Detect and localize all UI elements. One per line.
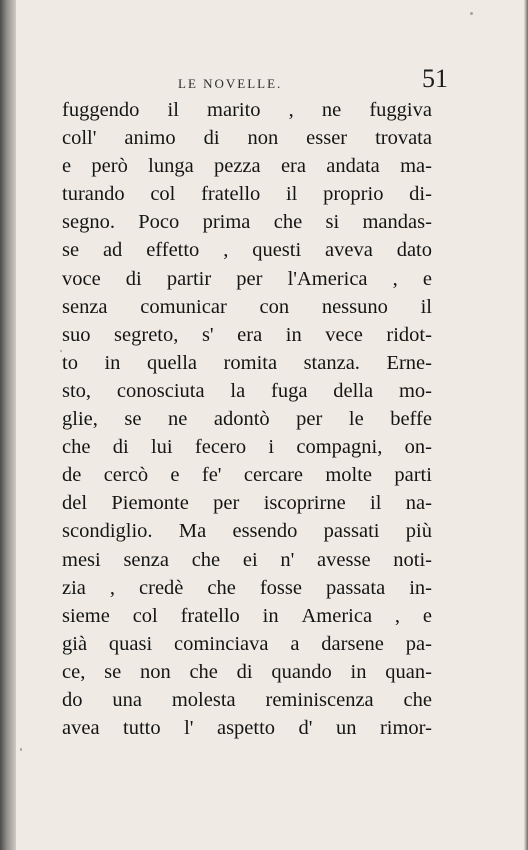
text-line: e però lunga pezza era andata ma- — [62, 155, 432, 178]
text-line: senza comunicar con nessuno il — [62, 295, 432, 318]
page-number: 51 — [422, 64, 448, 93]
page-gutter-shadow — [0, 0, 16, 850]
text-line: scondiglio. Ma essendo passati più — [62, 520, 432, 543]
text-line: to in quella romita stanza. Erne- — [62, 351, 432, 374]
text-line: già quasi cominciava a darsene pa- — [62, 632, 432, 655]
text-line: fuggendo il marito , ne fuggiva — [62, 99, 432, 121]
paper-speck — [20, 748, 22, 751]
text-line: se ad effetto , questi aveva dato — [62, 239, 432, 262]
body-text — [62, 96, 432, 742]
page-header — [60, 62, 448, 96]
text-line: de cercò e fe' cercare molte parti — [62, 464, 432, 487]
text-line: sto, conosciuta la fuga della mo- — [62, 379, 432, 402]
text-line: sieme col fratello in America , e — [62, 604, 432, 627]
text-line: turando col fratello il proprio di- — [62, 183, 432, 206]
running-head: LE NOVELLE. — [178, 76, 283, 91]
text-line: zia , credè che fosse passata in- — [62, 576, 432, 599]
text-line: segno. Poco prima che si mandas- — [62, 211, 432, 234]
text-line: voce di partir per l'America , e — [62, 267, 432, 290]
text-line: coll' animo di non esser trovata — [62, 127, 432, 150]
text-line: glie, se ne adontò per le beffe — [62, 408, 432, 431]
text-line: avea tutto l' aspetto d' un rimor- — [62, 717, 432, 740]
text-line: suo segreto, s' era in vece ridot- — [62, 323, 432, 346]
text-line: del Piemonte per iscoprirne il na- — [62, 492, 432, 515]
text-line: che di lui fecero i compagni, on- — [62, 436, 432, 459]
text-line: do una molesta reminiscenza che — [62, 688, 432, 711]
paper-speck — [60, 350, 62, 352]
paper-speck — [470, 12, 473, 15]
page-edge — [524, 0, 528, 850]
text-line: mesi senza che ei n' avesse noti- — [62, 548, 432, 571]
text-line: ce, se non che di quando in quan- — [62, 660, 432, 683]
